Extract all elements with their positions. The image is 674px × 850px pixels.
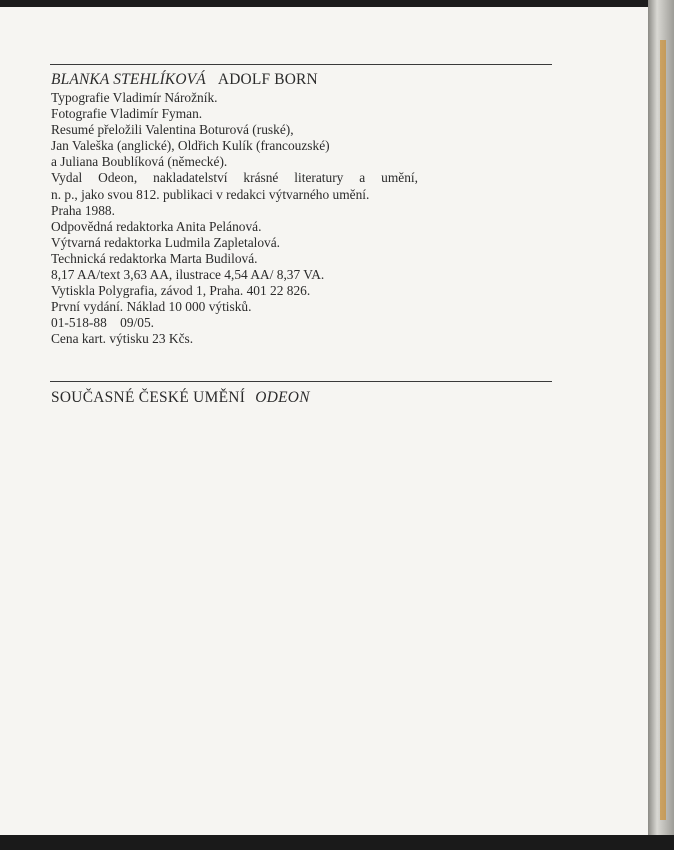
publisher-name: ODEON	[255, 389, 310, 406]
colophon-line: Technická redaktorka Marta Budilová.	[51, 250, 258, 266]
series-line	[51, 389, 310, 407]
bottom-rule	[50, 381, 552, 382]
colophon-line: n. p., jako svou 812. publikaci v redakci výtvarného umění.	[51, 186, 370, 202]
bottom-shadow	[0, 835, 674, 850]
illustrator-name: ADOLF BORN	[217, 71, 318, 88]
series-name: SOUČASNÉ ČESKÉ UMĚNÍ	[51, 389, 246, 406]
book-page	[0, 7, 648, 835]
colophon-line: Vydal Odeon, nakladatelství krásné literatury a umění,	[51, 170, 418, 186]
colophon-line: Typografie Vladimír Nárožník.	[51, 90, 218, 105]
colophon-heading	[51, 71, 571, 89]
colophon-line: Vytiskla Polygrafia, závod 1, Praha. 401 22 826.	[51, 283, 311, 299]
colophon-line: Praha 1988.	[51, 202, 115, 218]
colophon-line: Resumé přeložili Valentina Boturová (ruské),	[51, 122, 294, 138]
author-name: BLANKA STEHLÍKOVÁ	[51, 71, 206, 88]
colophon-line: Jan Valeška (anglické), Oldřich Kulík (francouzské)	[51, 138, 330, 154]
colophon-line: První vydání. Náklad 10 000 výtisků.	[51, 299, 252, 315]
colophon-line: Výtvarná redaktorka Ludmila Zapletalová.	[51, 234, 281, 250]
colophon-line: 8,17 AA/text 3,63 AA, ilustrace 4,54 AA/ 8,37 VA.	[51, 267, 325, 283]
colophon	[51, 71, 571, 348]
top-rule	[50, 64, 552, 65]
colophon-line: Fotografie Vladimír Fyman.	[51, 106, 203, 122]
colophon-line: a Juliana Boublíková (německé).	[51, 154, 228, 170]
colophon-line: Odpovědná redaktorka Anita Pelánová.	[51, 218, 262, 234]
colophon-line: Cena kart. výtisku 23 Kčs.	[51, 331, 194, 347]
spine-edge	[660, 40, 666, 820]
colophon-line: 01-518-88 09/05.	[51, 315, 155, 331]
